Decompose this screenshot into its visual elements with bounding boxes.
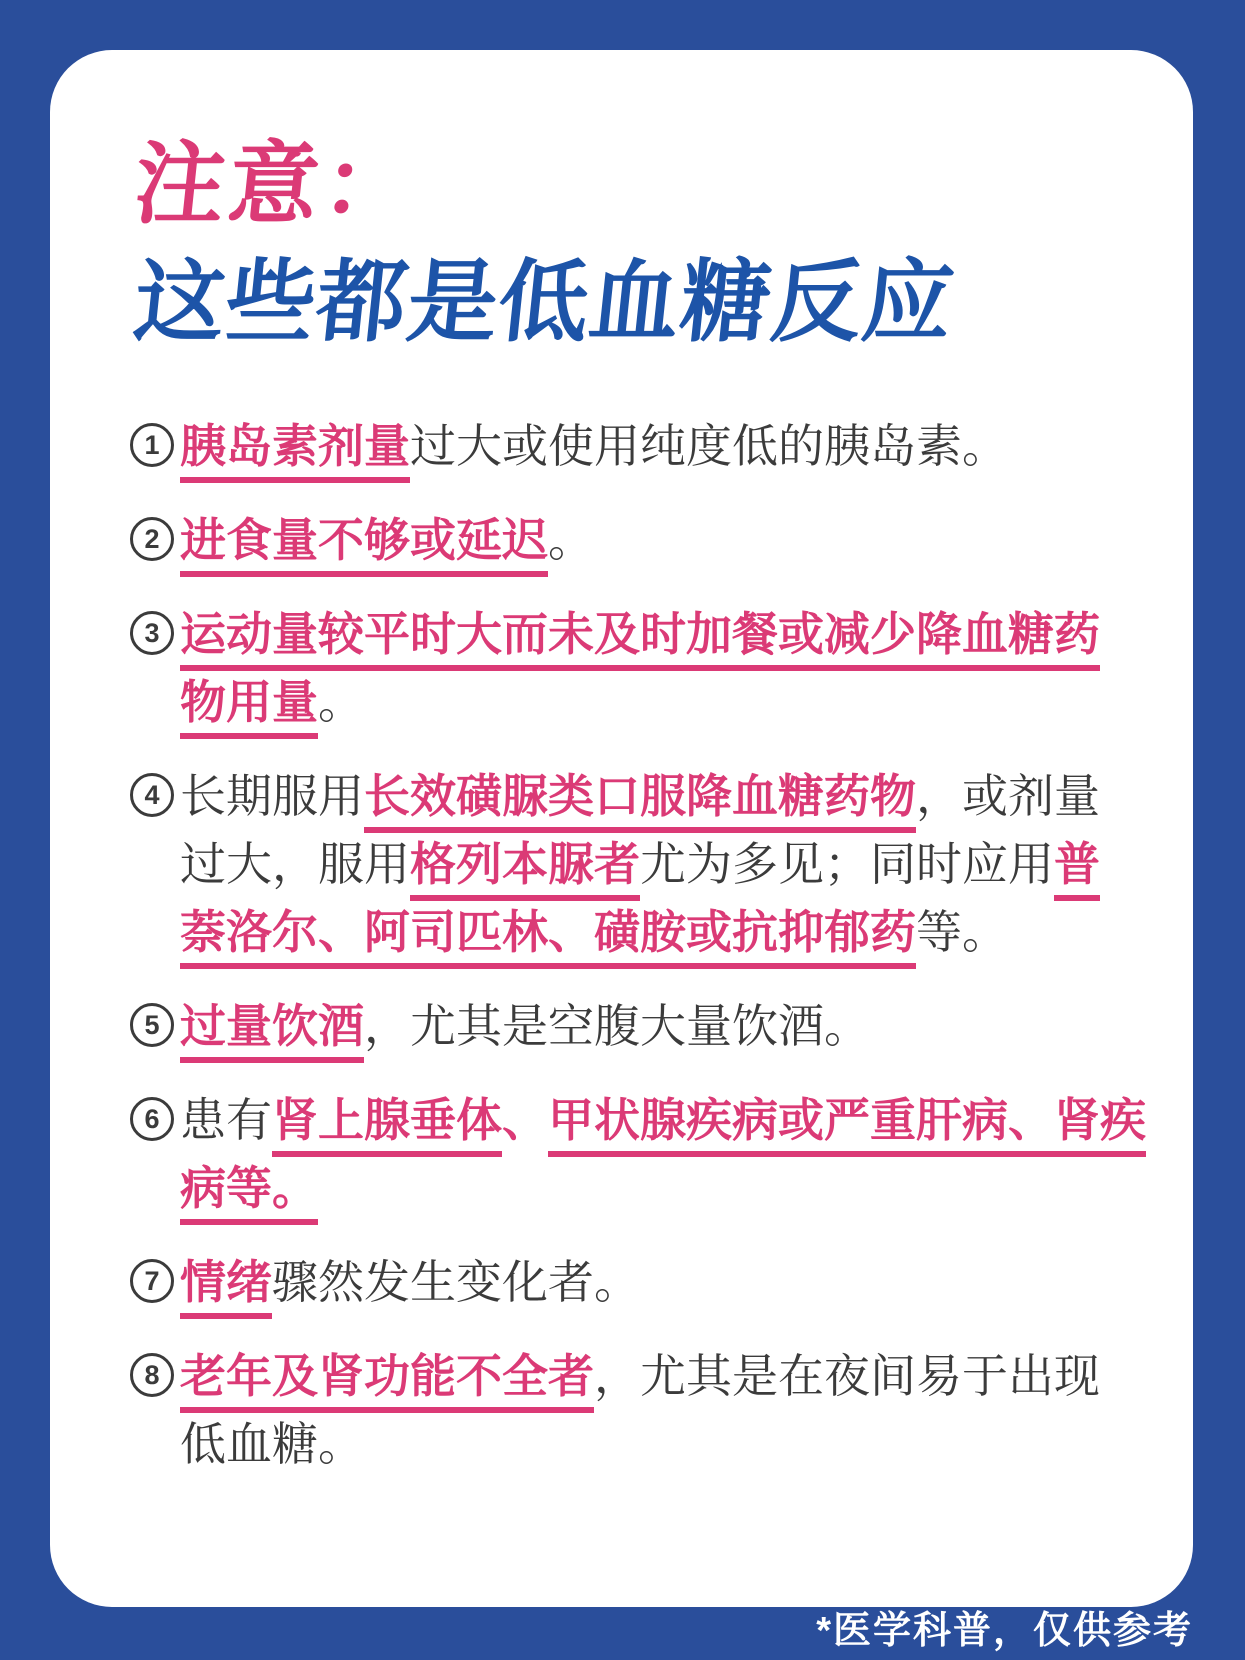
header — [129, 135, 1113, 353]
highlighted-text: 物用量 — [180, 676, 318, 739]
text-segment: ，或剂量 — [916, 770, 1100, 822]
item-number-badge: 7 — [130, 1259, 174, 1303]
list-item — [130, 1342, 1113, 1478]
list-item — [130, 1248, 1113, 1316]
title-attention: 注意： — [129, 135, 422, 235]
item-text-line — [180, 668, 1113, 736]
content-card — [50, 50, 1193, 1607]
item-text-line — [180, 412, 1113, 480]
text-segment: 低血糖。 — [180, 1418, 364, 1470]
item-text-line — [180, 506, 1113, 574]
item-number-badge: 8 — [130, 1353, 174, 1397]
item-text-line — [180, 1410, 1113, 1478]
text-segment: 。 — [548, 514, 594, 566]
highlighted-text: 运动量较平时大而未及时加餐或减少降血糖药 — [180, 608, 1100, 671]
item-text-line — [180, 830, 1113, 898]
item-text-line — [180, 1154, 1113, 1222]
item-text-line — [180, 1342, 1113, 1410]
highlighted-text: 胰岛素剂量 — [180, 420, 410, 483]
highlighted-text: 过量饮酒 — [180, 1000, 364, 1063]
item-text-line — [180, 898, 1113, 966]
list-item — [130, 762, 1113, 966]
item-text-line — [180, 762, 1113, 830]
highlighted-text: 格列本脲者 — [410, 838, 640, 901]
text-segment: 长期服用 — [180, 770, 364, 822]
text-segment: 过大或使用纯度低的胰岛素。 — [410, 420, 1008, 472]
title-main: 这些都是低血糖反应 — [129, 253, 959, 353]
text-segment: 等。 — [916, 906, 1008, 958]
list-item — [130, 412, 1113, 480]
item-number-badge: 2 — [130, 517, 174, 561]
text-segment: ，尤其是空腹大量饮酒。 — [364, 1000, 870, 1052]
item-number-badge: 6 — [130, 1097, 174, 1141]
highlighted-text: 长效磺脲类口服降血糖药物 — [364, 770, 916, 833]
item-text-line — [180, 600, 1113, 668]
disclaimer-note: *医学科普，仅供参考 — [816, 1610, 1193, 1652]
list-item — [130, 992, 1113, 1060]
reasons-list — [130, 412, 1146, 1478]
text-segment: 。 — [318, 676, 364, 728]
list-item — [130, 506, 1113, 574]
text-segment: 患有 — [180, 1094, 272, 1146]
highlighted-text: 老年及肾功能不全者 — [180, 1350, 594, 1413]
text-segment: 过大，服用 — [180, 838, 410, 890]
item-number-badge: 5 — [130, 1003, 174, 1047]
item-text-line — [180, 992, 1113, 1060]
item-text-line — [180, 1086, 1146, 1154]
list-item — [130, 600, 1113, 736]
item-number-badge: 1 — [130, 423, 174, 467]
highlighted-text: 甲状腺疾病或严重肝病、肾疾 — [548, 1094, 1146, 1157]
highlighted-text: 普 — [1054, 838, 1100, 901]
text-segment: ，尤其是在夜间易于出现 — [594, 1350, 1100, 1402]
highlighted-text: 萘洛尔、阿司匹林、磺胺或抗抑郁药 — [180, 906, 916, 969]
text-segment: 骤然发生变化者。 — [272, 1256, 640, 1308]
card-content — [50, 50, 1193, 1478]
highlighted-text: 、 — [502, 1094, 548, 1146]
highlighted-text: 情绪 — [180, 1256, 272, 1319]
highlighted-text: 肾上腺垂体 — [272, 1094, 502, 1157]
item-text-line — [180, 1248, 1113, 1316]
item-number-badge: 3 — [130, 611, 174, 655]
highlighted-text: 进食量不够或延迟 — [180, 514, 548, 577]
list-item — [130, 1086, 1146, 1222]
item-number-badge: 4 — [130, 773, 174, 817]
text-segment: 尤为多见；同时应用 — [640, 838, 1054, 890]
highlighted-text: 病等。 — [180, 1162, 318, 1225]
